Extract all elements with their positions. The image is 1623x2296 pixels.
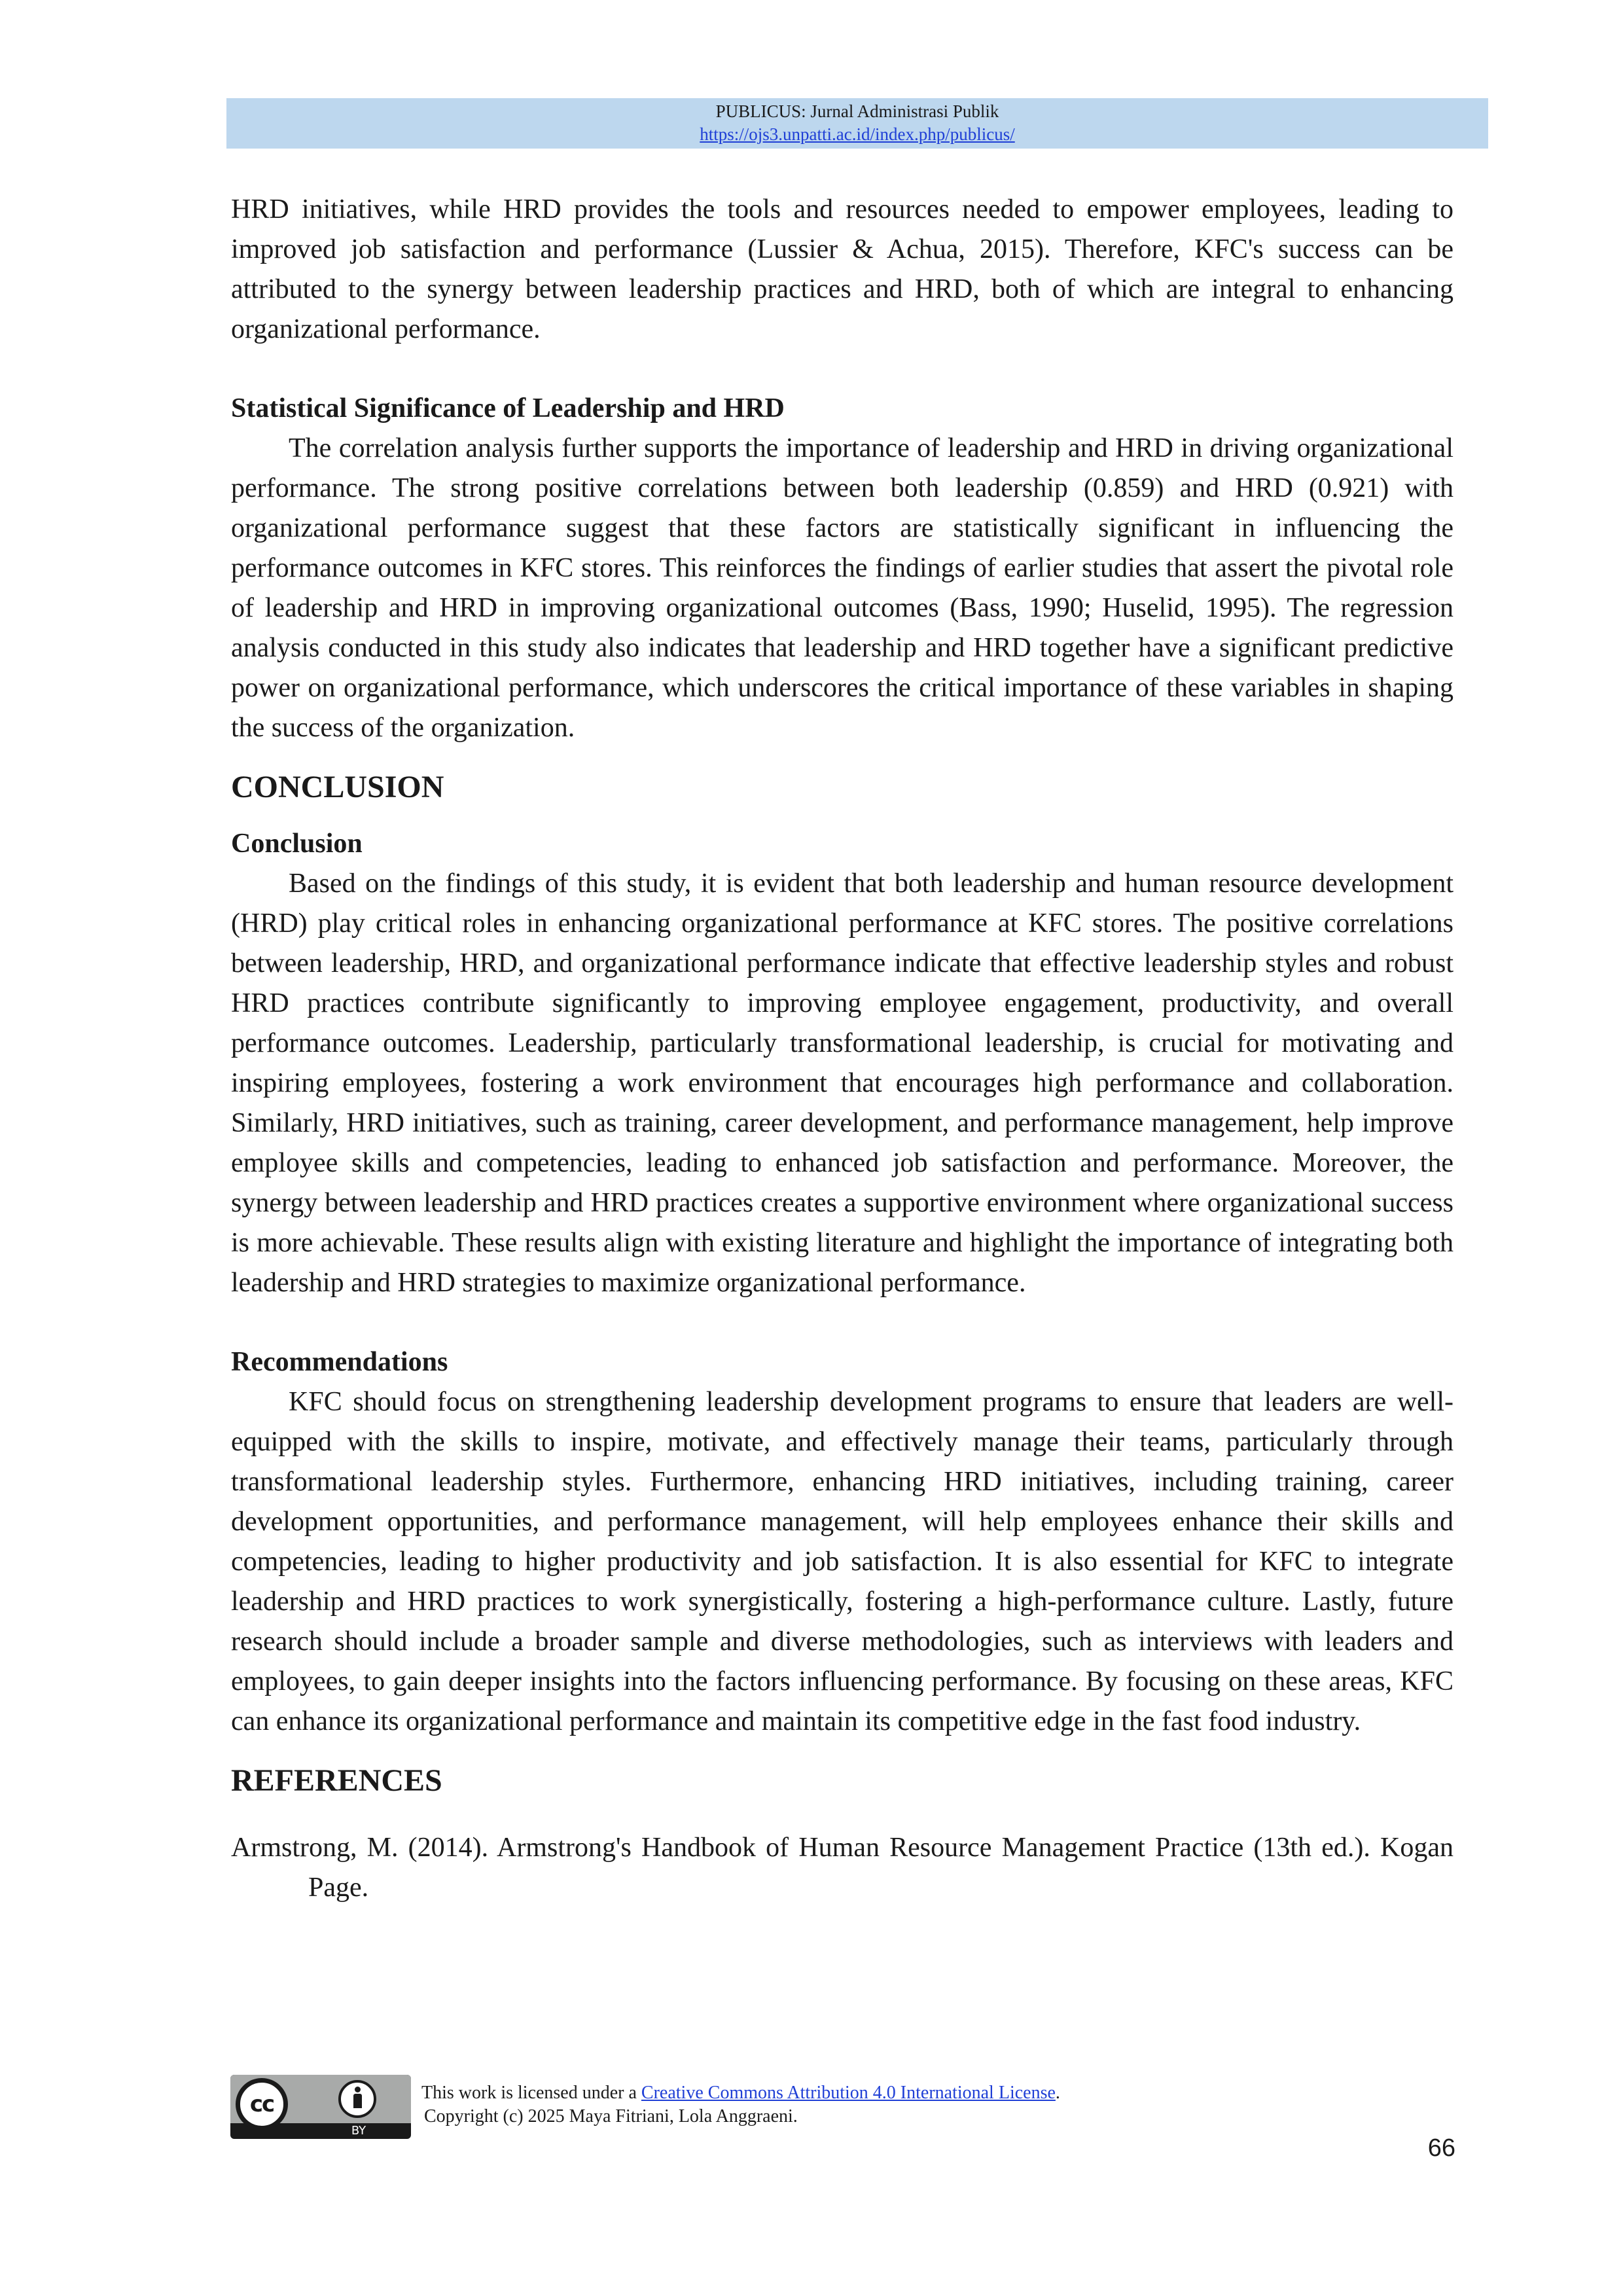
cc-by-license-icon[interactable] (230, 2075, 411, 2139)
journal-header (226, 98, 1488, 149)
by-label: BY (351, 2124, 366, 2138)
conclusion-section-heading: CONCLUSION (231, 770, 444, 804)
copyright-line: Copyright (c) 2025 Maya Fitriani, Lola Anggraeni. (424, 2106, 798, 2126)
recommendations-heading: Recommendations (231, 1347, 448, 1377)
reference-item: Armstrong, M. (2014). Armstrong's Handbook of Human Resource Management Practice (13th ed.). Kogan Page. (231, 1833, 1454, 1903)
intro-paragraph: HRD initiatives, while HRD provides the tools and resources needed to empower employees, leading to improved job satisfaction and performance (Lussier & Achua, 2015). Therefore, KFC's success can be attributed to the synergy between leadership practices and HRD, both of which are integral to enhancing organizational performance. (231, 194, 1454, 344)
journal-url-link[interactable]: https://ojs3.unpatti.ac.id/index.php/publicus/ (700, 124, 1015, 144)
stat-significance-paragraph: The correlation analysis further supports the importance of leadership and HRD in driving organizational performance. The strong positive correlations between both leadership (0.859) and HRD (0.921) with organizational performance suggest that these factors are statistically significant in influencing the performance outcomes in KFC stores. This reinforces the findings of earlier studies that assert the pivotal role of leadership and HRD in improving organizational outcomes (Bass, 1990; Huselid, 1995). The regression analysis conducted in this study also indicates that leadership and HRD together have a significant predictive power on organizational performance, which underscores the critical importance of these variables in shaping the success of the organization. (231, 433, 1454, 743)
page-content (231, 190, 1454, 1908)
license-line (421, 2081, 1338, 2105)
cc-logo-icon: cc (236, 2078, 288, 2130)
recommendations-paragraph: KFC should focus on strengthening leadership development programs to ensure that leaders are well-equipped with the skills to inspire, motivate, and effectively manage their teams, particularly through transformational leadership styles. Furthermore, enhancing HRD initiatives, including training, career development opportunities, and performance management, will help employees enhance their skills and competencies, leading to higher productivity and job satisfaction. It is also essential for KFC to integrate leadership and HRD practices to work synergistically, fostering a high-performance culture. Lastly, future research should include a broader sample and diverse methodologies, such as interviews with leaders and employees, to gain deeper insights into the factors influencing performance. By focusing on these areas, KFC can enhance its organizational performance and maintain its competitive edge in the fast food industry. (231, 1387, 1454, 1736)
page-number: 66 (1427, 2134, 1455, 2162)
license-suffix: . (1055, 2083, 1060, 2103)
license-notice (421, 2081, 1338, 2128)
stat-significance-heading: Statistical Significance of Leadership and HRD (231, 393, 785, 423)
conclusion-subheading: Conclusion (231, 829, 363, 859)
license-link[interactable]: Creative Commons Attribution 4.0 International License (641, 2083, 1056, 2103)
references-section-heading: REFERENCES (231, 1763, 442, 1798)
journal-title: PUBLICUS: Jurnal Administrasi Publik (715, 101, 999, 121)
license-prefix: This work is licensed under a (421, 2083, 641, 2103)
attribution-person-icon (338, 2080, 376, 2118)
conclusion-paragraph: Based on the findings of this study, it is evident that both leadership and human resource development (HRD) play critical roles in enhancing organizational performance at KFC stores. The positive correlations between leadership, HRD, and organizational performance indicate that effective leadership styles and robust HRD practices contribute significantly to improving employee engagement, productivity, and overall performance outcomes. Leadership, particularly transformational leadership, is crucial for motivating and inspiring employees, fostering a work environment that encourages high performance and collaboration. Similarly, HRD initiatives, such as training, career development, and performance management, help improve employee skills and competencies, leading to enhanced job satisfaction and performance. Moreover, the synergy between leadership and HRD practices creates a supportive environment where organizational success is more achievable. These results align with existing literature and highlight the importance of integrating both leadership and HRD strategies to maximize organizational performance. (231, 869, 1454, 1298)
